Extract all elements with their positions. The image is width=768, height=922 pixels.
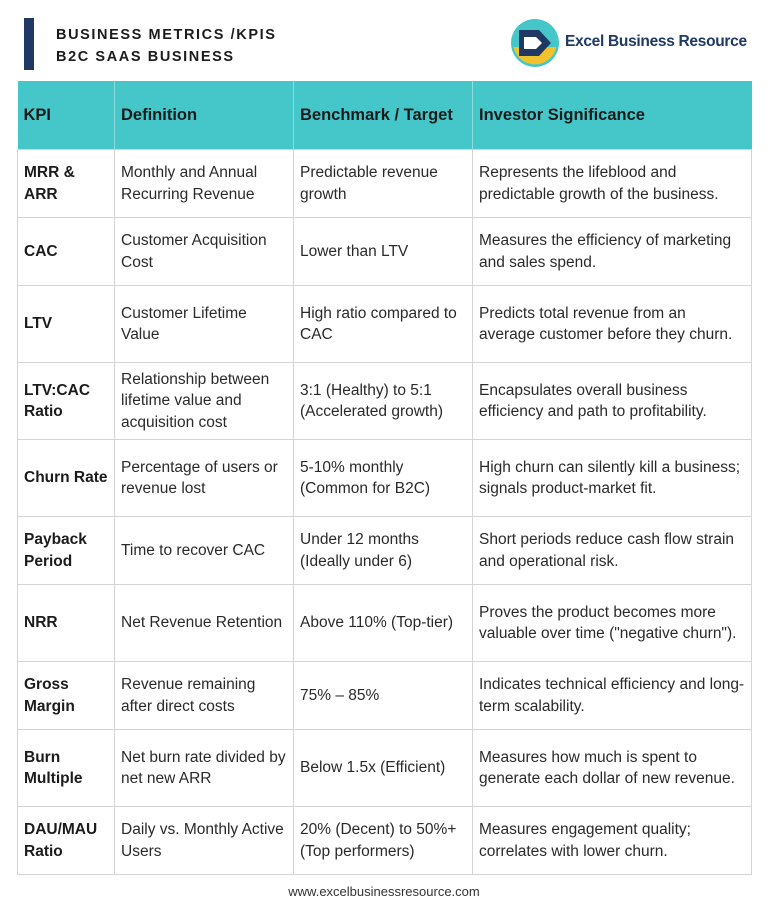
logo xyxy=(510,18,750,68)
title-line-1: BUSINESS METRICS /KPIS xyxy=(56,27,277,43)
benchmark-cell: Predictable revenue growth xyxy=(294,150,473,218)
table-row xyxy=(18,440,752,517)
definition-cell: Customer Lifetime Value xyxy=(115,286,294,363)
definition-cell: Percentage of users or revenue lost xyxy=(115,440,294,517)
benchmark-cell: 75% – 85% xyxy=(294,662,473,730)
kpi-cell: Payback Period xyxy=(18,517,115,585)
significance-cell: Encapsulates overall business efficiency and path to profitability. xyxy=(473,363,752,440)
benchmark-cell: 5-10% monthly (Common for B2C) xyxy=(294,440,473,517)
table-header-row xyxy=(18,81,752,150)
significance-cell: High churn can silently kill a business; signals product-market fit. xyxy=(473,440,752,517)
definition-cell: Customer Acquisition Cost xyxy=(115,218,294,286)
definition-cell: Net Revenue Retention xyxy=(115,585,294,662)
table-row xyxy=(18,517,752,585)
significance-cell: Proves the product becomes more valuable over time ("negative churn"). xyxy=(473,585,752,662)
kpi-cell: MRR & ARR xyxy=(18,150,115,218)
significance-cell: Represents the lifeblood and predictable growth of the business. xyxy=(473,150,752,218)
benchmark-cell: 20% (Decent) to 50%+ (Top performers) xyxy=(294,807,473,875)
significance-cell: Indicates technical efficiency and long-term scalability. xyxy=(473,662,752,730)
significance-cell: Measures engagement quality; correlates with lower churn. xyxy=(473,807,752,875)
table-row xyxy=(18,218,752,286)
table-row xyxy=(18,150,752,218)
logo-icon xyxy=(510,18,560,68)
definition-cell: Revenue remaining after direct costs xyxy=(115,662,294,730)
kpi-cell: Gross Margin xyxy=(18,662,115,730)
significance-cell: Short periods reduce cash flow strain and operational risk. xyxy=(473,517,752,585)
kpi-cell: NRR xyxy=(18,585,115,662)
benchmark-cell: 3:1 (Healthy) to 5:1 (Accelerated growth) xyxy=(294,363,473,440)
definition-cell: Net burn rate divided by net new ARR xyxy=(115,730,294,807)
kpi-cell: Burn Multiple xyxy=(18,730,115,807)
table-row xyxy=(18,662,752,730)
benchmark-cell: Above 110% (Top-tier) xyxy=(294,585,473,662)
kpi-cell: CAC xyxy=(18,218,115,286)
kpi-cell: Churn Rate xyxy=(18,440,115,517)
kpi-cell: LTV:CAC Ratio xyxy=(18,363,115,440)
logo-text: Excel Business Resource xyxy=(565,33,747,50)
table-row xyxy=(18,363,752,440)
accent-bar xyxy=(24,18,34,70)
kpi-cell: LTV xyxy=(18,286,115,363)
column-header-significance: Investor Significance xyxy=(473,81,752,150)
page-title xyxy=(56,24,277,68)
table-row xyxy=(18,730,752,807)
definition-cell: Monthly and Annual Recurring Revenue xyxy=(115,150,294,218)
footer-url: www.excelbusinessresource.com xyxy=(288,884,480,899)
kpi-table xyxy=(17,81,752,875)
definition-cell: Time to recover CAC xyxy=(115,517,294,585)
kpi-cell: DAU/MAU Ratio xyxy=(18,807,115,875)
column-header-kpi: KPI xyxy=(18,81,115,150)
benchmark-cell: Lower than LTV xyxy=(294,218,473,286)
significance-cell: Measures how much is spent to generate each dollar of new revenue. xyxy=(473,730,752,807)
column-header-definition: Definition xyxy=(115,81,294,150)
significance-cell: Measures the efficiency of marketing and sales spend. xyxy=(473,218,752,286)
definition-cell: Relationship between lifetime value and acquisition cost xyxy=(115,363,294,440)
title-line-2: B2C SAAS BUSINESS xyxy=(56,49,235,65)
significance-cell: Predicts total revenue from an average customer before they churn. xyxy=(473,286,752,363)
header xyxy=(0,0,768,82)
table-row xyxy=(18,286,752,363)
column-header-benchmark: Benchmark / Target xyxy=(294,81,473,150)
benchmark-cell: Below 1.5x (Efficient) xyxy=(294,730,473,807)
table-row xyxy=(18,807,752,875)
table-row xyxy=(18,585,752,662)
benchmark-cell: High ratio compared to CAC xyxy=(294,286,473,363)
benchmark-cell: Under 12 months (Ideally under 6) xyxy=(294,517,473,585)
definition-cell: Daily vs. Monthly Active Users xyxy=(115,807,294,875)
